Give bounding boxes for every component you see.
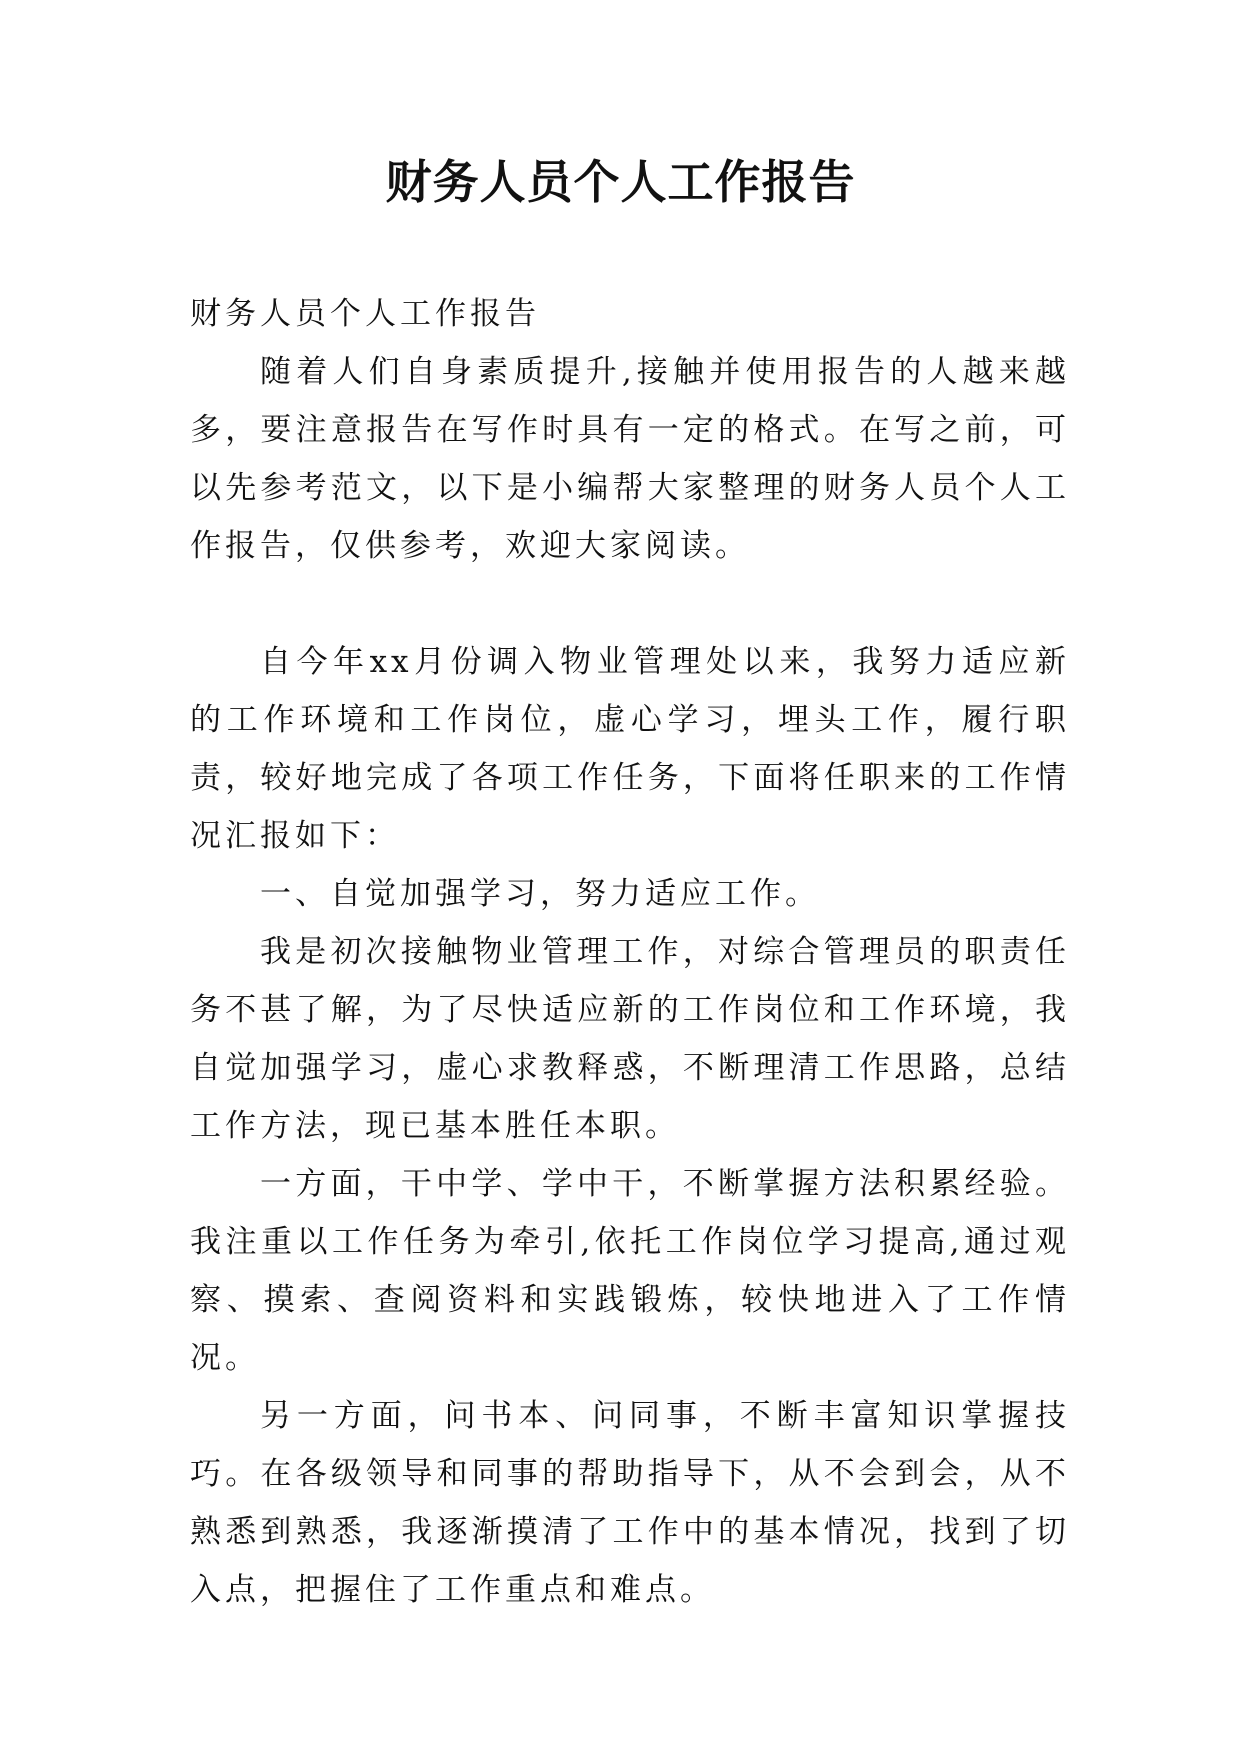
subtitle-paragraph: 财务人员个人工作报告 (190, 296, 540, 332)
document-body (190, 285, 1070, 1619)
section-heading: 一、自觉加强学习，努力适应工作。 (260, 876, 820, 912)
body-paragraph: 另一方面，问书本、问同事，不断丰富知识掌握技巧。在各级领导和同事的帮助指导下，从不会到会，从不熟悉到熟悉，我逐渐摸清了工作中的基本情况，找到了切入点，把握住了工作重点和难点。 (190, 1398, 1070, 1608)
body-paragraph: 我是初次接触物业管理工作，对综合管理员的职责任务不甚了解，为了尽快适应新的工作岗位和工作环境，我自觉加强学习，虚心求教释惑，不断理清工作思路，总结工作方法，现已基本胜任本职。 (190, 934, 1070, 1144)
page-title: 财务人员个人工作报告 (385, 155, 856, 209)
intro-paragraph: 随着人们自身素质提升,接触并使用报告的人越来越多，要注意报告在写作时具有一定的格式。在写之前，可以先参考范文，以下是小编帮大家整理的财务人员个人工作报告，仅供参考，欢迎大家阅读。 (190, 354, 1070, 564)
body-paragraph: 一方面，干中学、学中干，不断掌握方法积累经验。我注重以工作任务为牵引,依托工作岗位学习提高,通过观察、摸索、查阅资料和实践锻炼，较快地进入了工作情况。 (190, 1166, 1070, 1376)
opening-paragraph: 自今年xx月份调入物业管理处以来，我努力适应新的工作环境和工作岗位，虚心学习，埋头工作，履行职责，较好地完成了各项工作任务，下面将任职来的工作情况汇报如下： (190, 644, 1070, 854)
